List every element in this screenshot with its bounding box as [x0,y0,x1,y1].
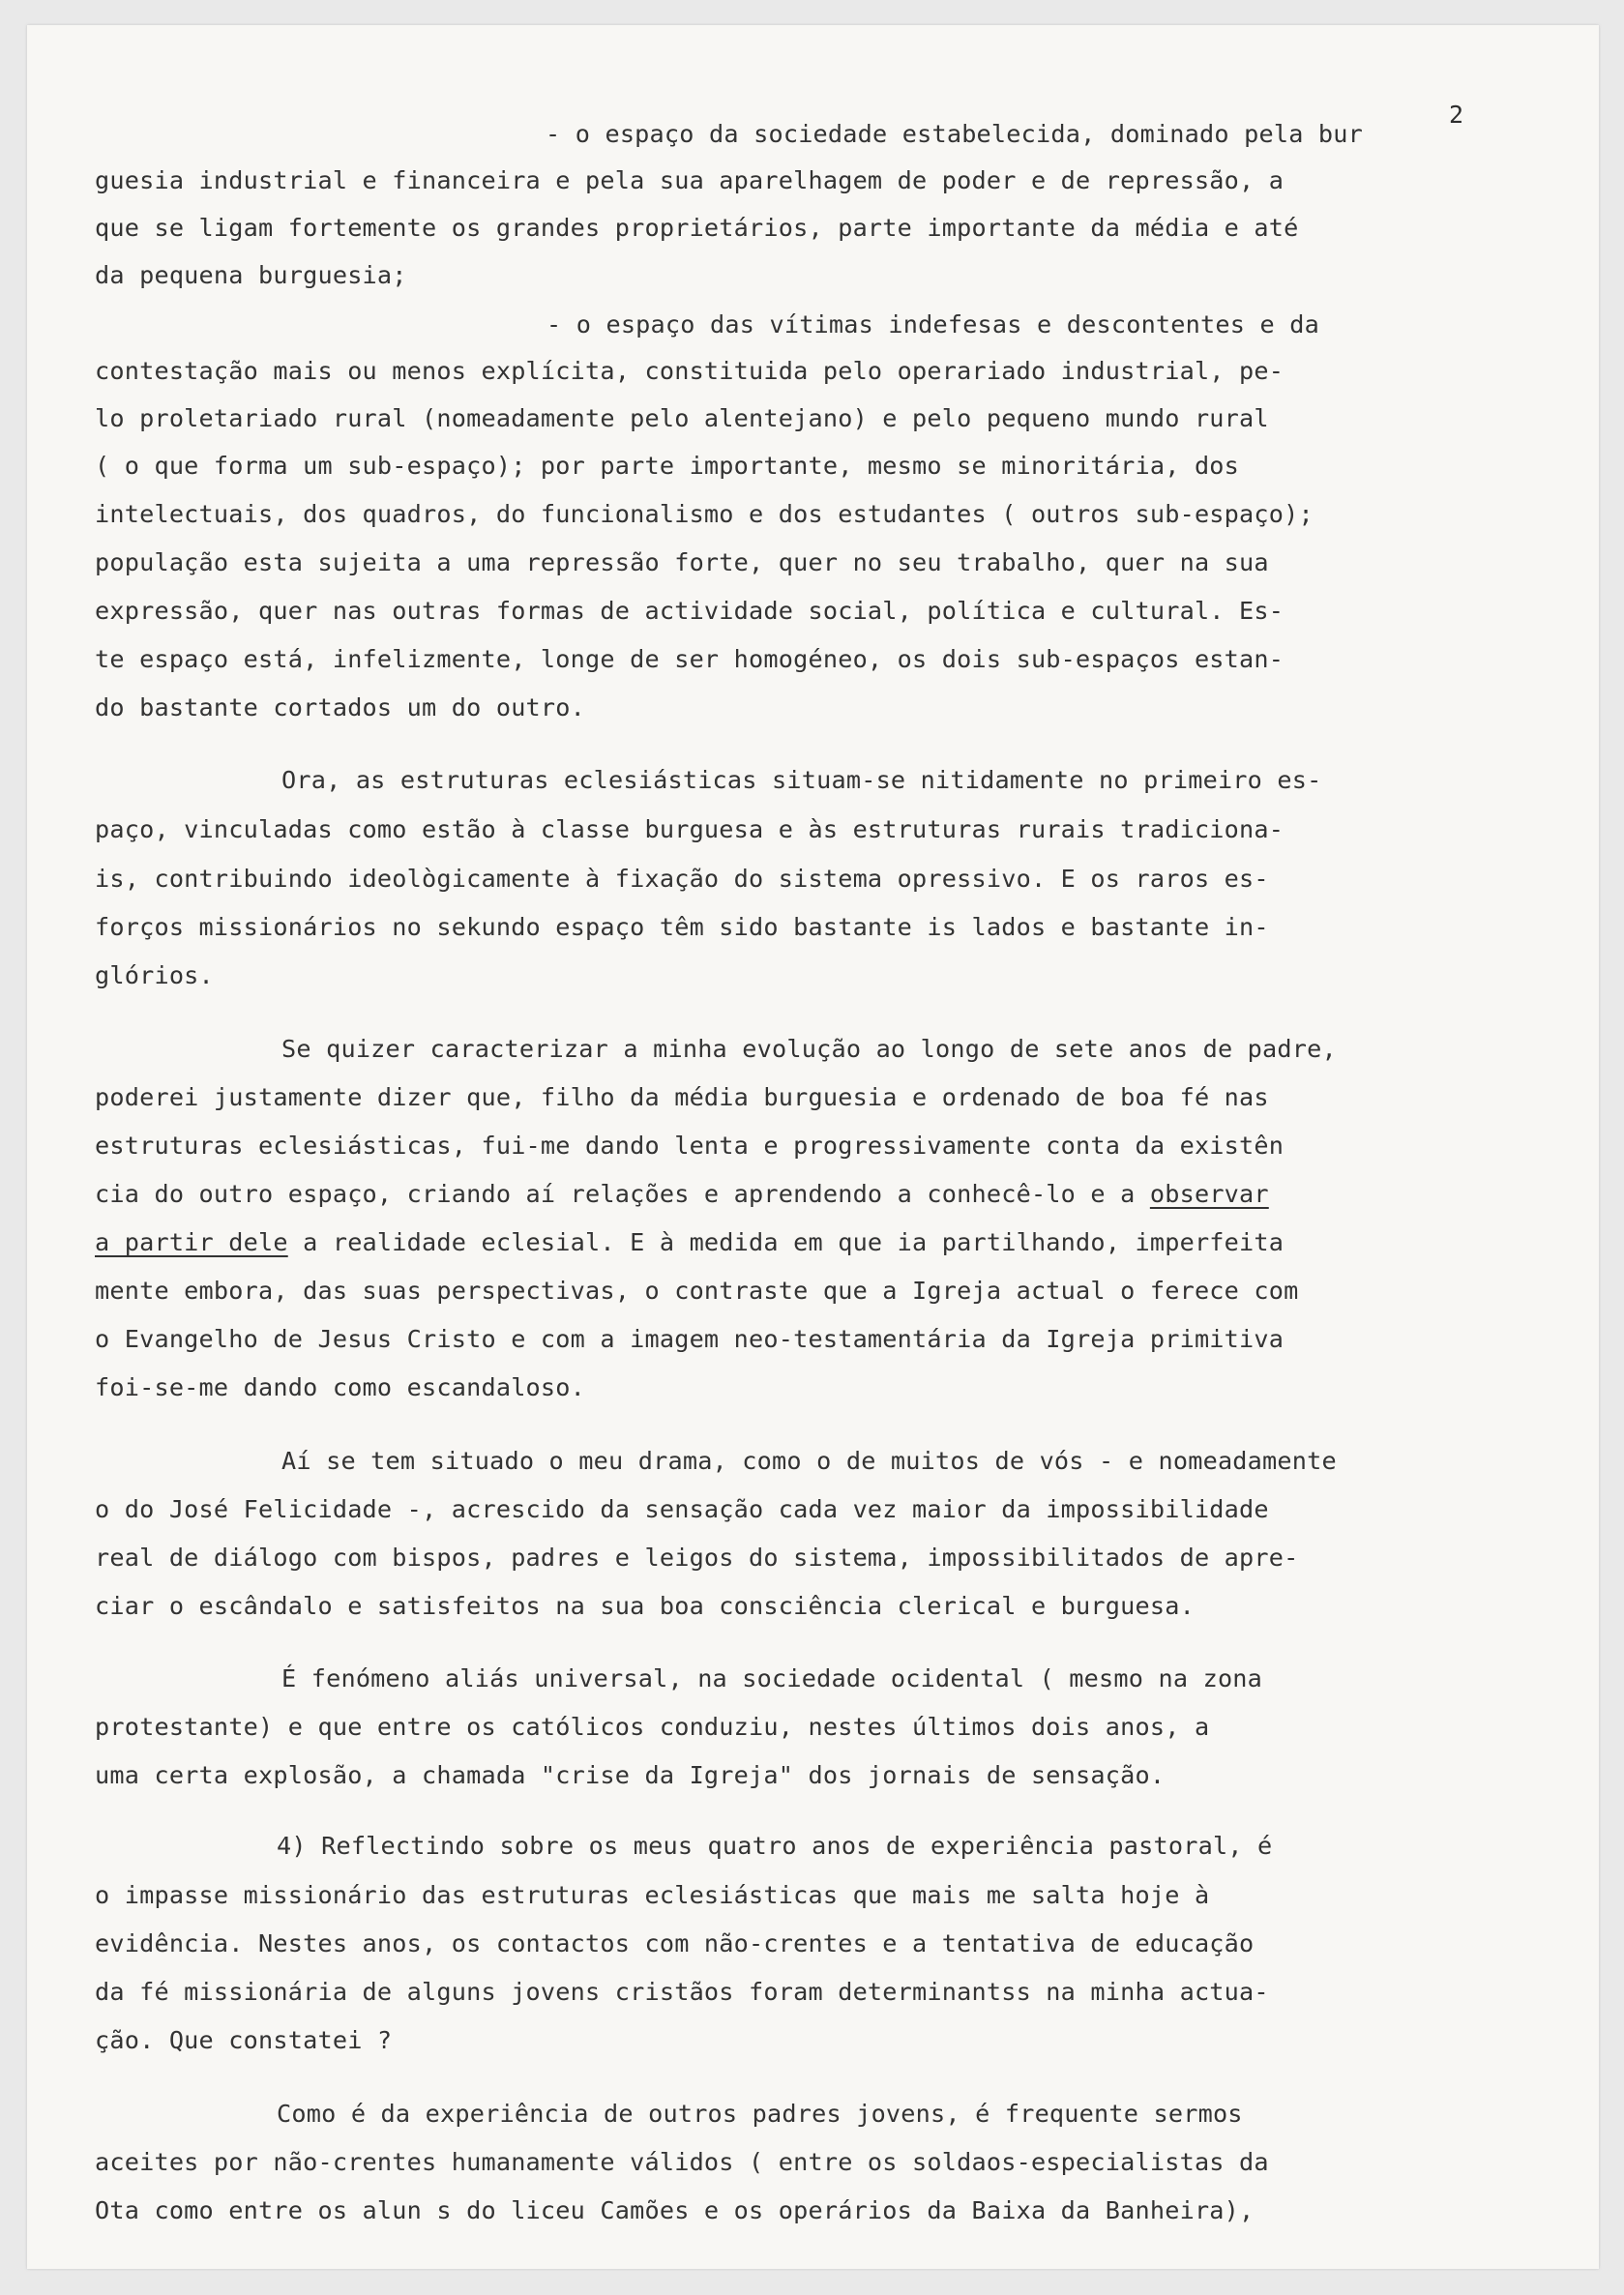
text-line: o Evangelho de Jesus Cristo e com a imagem neo-testamentária da Igreja primitiva [95,1325,1284,1353]
text-line [95,1180,1269,1208]
page-number: 2 [1449,101,1464,129]
text-line: estruturas eclesiásticas, fui-me dando lenta e progressivamente conta da existên [95,1132,1284,1160]
text-line: ção. Que constatei ? [95,2026,393,2054]
text-line: ( o que forma um sub-espaço); por parte importante, mesmo se minoritária, dos [95,452,1240,480]
text-line: poderei justamente dizer que, filho da média burguesia e ordenado de boa fé nas [95,1083,1269,1111]
text-line: real de diálogo com bispos, padres e leigos do sistema, impossibilitados de apre- [95,1544,1299,1572]
text-line: o do José Felicidade -, acrescido da sensação cada vez maior da impossibilidade [95,1495,1269,1523]
text-line: expressão, quer nas outras formas de actividade social, política e cultural. Es- [95,597,1284,625]
text-line: evidência. Nestes anos, os contactos com não-crentes e a tentativa de educação [95,1929,1255,1957]
text-line: que se ligam fortemente os grandes proprietários, parte importante da média e até [95,214,1299,242]
text-line: paço, vinculadas como estão à classe burguesa e às estruturas rurais tradiciona- [95,815,1284,843]
text-line: protestante) e que entre os católicos conduziu, nestes últimos dois anos, a [95,1713,1210,1741]
text-line: contestação mais ou menos explícita, constituida pelo operariado industrial, pe- [95,357,1284,385]
text-line: da pequena burguesia; [95,261,407,289]
text-line: te espaço está, infelizmente, longe de ser homogéneo, os dois sub-espaços estan- [95,645,1284,673]
text-line: da fé missionária de alguns jovens cristãos foram determinantss na minha actua- [95,1978,1269,2006]
text-segment: cia do outro espaço, criando aí relações e aprendendo a conhecê-lo e a [95,1180,1150,1208]
text-line: 4) Reflectindo sobre os meus quatro anos de experiência pastoral, é [277,1832,1273,1860]
text-line: lo proletariado rural (nomeadamente pelo alentejano) e pelo pequeno mundo rural [95,404,1269,432]
text-line: guesia industrial e financeira e pela sua aparelhagem de poder e de repressão, a [95,166,1284,194]
text-line: do bastante cortados um do outro. [95,693,586,721]
text-segment: a realidade eclesial. E à medida em que ia partilhando, imperfeita [287,1228,1284,1256]
text-line: intelectuais, dos quadros, do funcionalismo e dos estudantes ( outros sub-espaço); [95,500,1314,528]
text-line: foi-se-me dando como escandaloso. [95,1373,586,1401]
text-line: glórios. [95,961,214,989]
text-line: Ora, as estruturas eclesiásticas situam-se nitidamente no primeiro es- [281,766,1322,794]
text-line: aceites por não-crentes humanamente válidos ( entre os soldaos-especialistas da [95,2148,1269,2176]
text-line: Como é da experiência de outros padres jovens, é frequente sermos [277,2100,1243,2128]
underlined-text: a partir dele [95,1228,288,1256]
underlined-text: observar [1149,1180,1269,1208]
text-line [95,1228,1284,1256]
text-line: Aí se tem situado o meu drama, como o de muitos de vós - e nomeadamente [281,1447,1337,1475]
text-line: ciar o escândalo e satisfeitos na sua boa consciência clerical e burguesa. [95,1592,1195,1620]
text-line: população esta sujeita a uma repressão forte, quer no seu trabalho, quer na sua [95,548,1269,576]
text-line: o impasse missionário das estruturas eclesiásticas que mais me salta hoje à [95,1881,1210,1909]
text-line: mente embora, das suas perspectivas, o contraste que a Igreja actual o ferece com [95,1277,1299,1305]
text-line: uma certa explosão, a chamada "crise da Igreja" dos jornais de sensação. [95,1761,1166,1789]
text-line: - o espaço da sociedade estabelecida, dominado pela bur [546,120,1364,148]
text-line: Ota como entre os alun s do liceu Camões e os operários da Baixa da Banheira), [95,2196,1255,2224]
text-line: forços missionários no sekundo espaço têm sido bastante is lados e bastante in- [95,913,1269,941]
text-line: Se quizer caracterizar a minha evolução ao longo de sete anos de padre, [281,1035,1337,1063]
text-line: É fenómeno aliás universal, na sociedade ocidental ( mesmo na zona [281,1664,1263,1692]
text-line: - o espaço das vítimas indefesas e descontentes e da [546,310,1319,338]
text-line: is, contribuindo ideològicamente à fixação do sistema opressivo. E os raros es- [95,865,1269,893]
